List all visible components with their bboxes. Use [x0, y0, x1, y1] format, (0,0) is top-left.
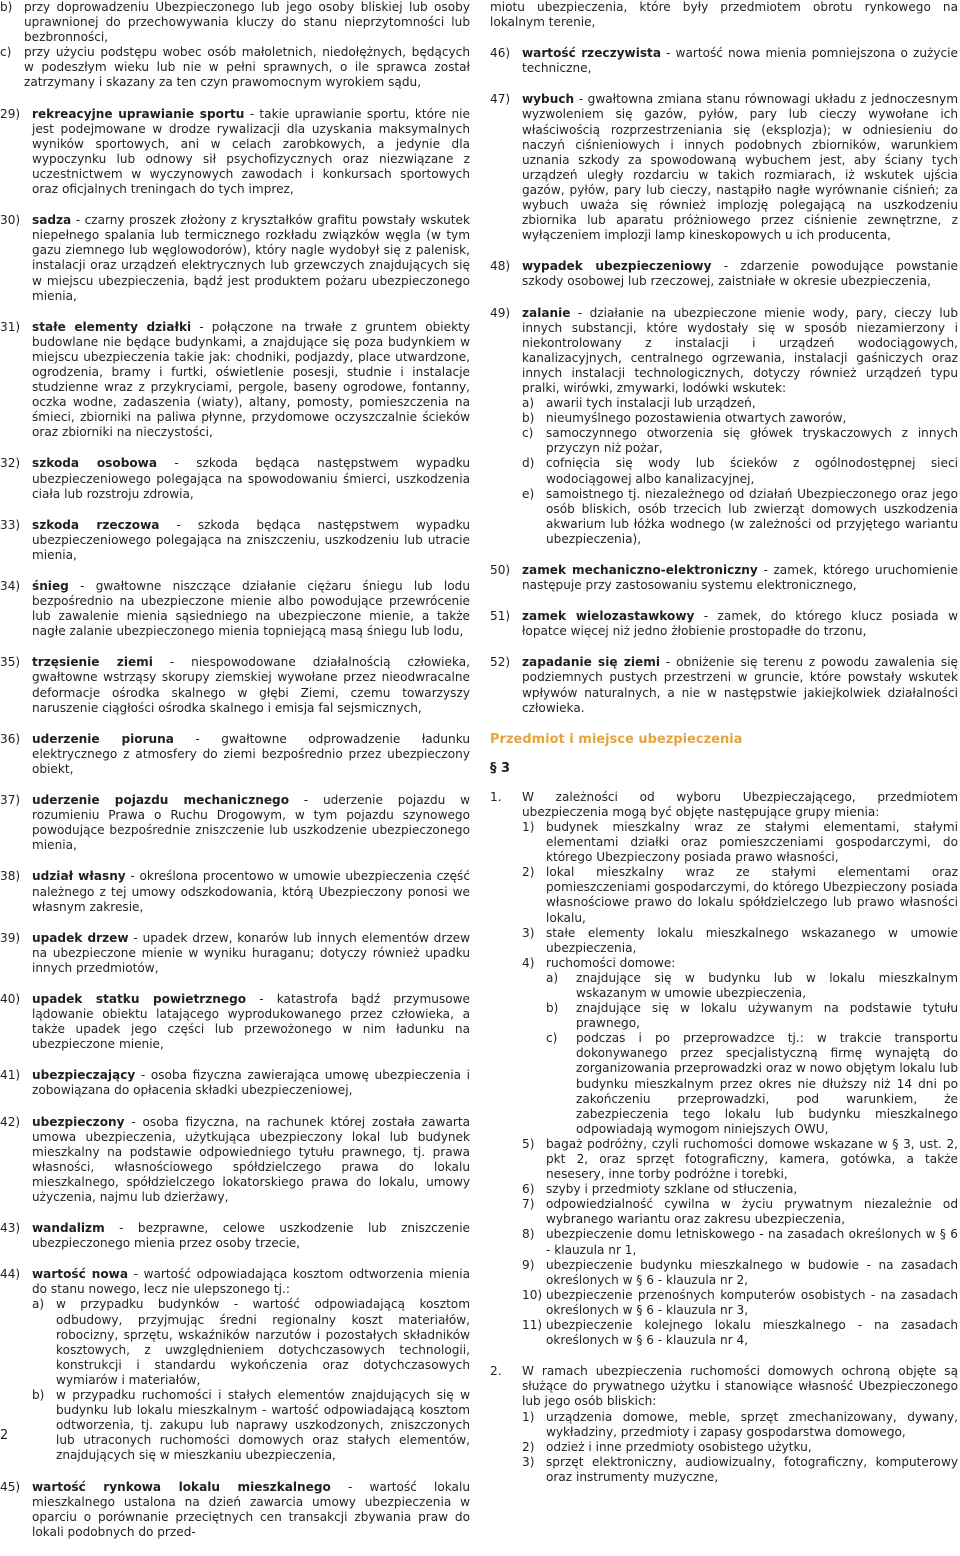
definition-item — [490, 46, 958, 76]
item-body — [546, 1410, 958, 1440]
sub-item — [522, 1440, 958, 1455]
definition-number: 38) — [0, 869, 21, 884]
item-body — [24, 45, 470, 90]
definition-term: zalanie — [522, 305, 571, 320]
item-body — [522, 609, 958, 639]
section-heading: Przedmiot i miejsce ubezpieczenia — [490, 731, 743, 747]
definition-item — [490, 92, 958, 243]
item-body — [32, 213, 470, 304]
sub-item — [522, 411, 958, 426]
definition-text: - katastrofa bądź przymusowe lądowanie obiektu latającego wyprodukowanego przez człowieka, a także upadek jego części lub przewożonego w nim ładunku na ubezpieczone mienie, — [32, 991, 470, 1052]
definition-term: zamek mechaniczno-elektroniczny — [522, 563, 758, 577]
definition-term: sadza — [32, 213, 72, 228]
definition-term: ubezpieczający — [32, 1068, 136, 1083]
definition-item — [0, 732, 470, 777]
item-body — [32, 992, 470, 1052]
sub-item — [522, 396, 958, 411]
sub-item-text: nieumyślnego pozostawienia otwartych zaworów, — [546, 411, 847, 426]
definition-text: - niespowodowane działalnością człowieka, gwałtowne wstrząsy skorupy ziemskiej wywołane przez nieodwracalne deformacje ośrodka skalnego w głębi Ziemi, czemu towarzyszy naruszenie ciągłości ośrodka skalnego i emisja fal sejsmicznych, — [32, 655, 470, 715]
sub-item-number: 4) — [522, 955, 535, 970]
item-body — [32, 107, 470, 198]
definition-number: 43) — [0, 1221, 21, 1236]
sub-item-text: ubezpieczenie domu letniskowego - na zasadach określonych w § 6 - klauzula nr 1, — [546, 1227, 958, 1257]
item-body — [32, 579, 470, 639]
point-text: W zależności od wyboru Ubezpieczającego, przedmiotem ubezpieczenia mogą być objęte następujące grupy mienia: — [522, 789, 958, 819]
definition-number: 34) — [0, 579, 21, 593]
definition-item — [0, 931, 470, 976]
definition-term: zamek wielozastawkowy — [522, 609, 695, 624]
definition-text: - gwałtowna zmiana stanu równowagi układu z jednoczesnym wyzwoleniem się gazów, pyłów, pary lub cieczy wywołane ich właściwością rozprzestrzeniania się (eksplozja); w odniesieniu do naczyń ciśnieniowych i innych podobnych zbiorników, warunkiem uznania szkody za spowodowaną wybuchem jest, aby ściany tych urządzeń uległy rozdarciu w takich rozmiarach, iż wskutek ujścia gazów, pyłów, pary lub cieczy, nastąpiło nagłe wyrównanie ciśnień; za wybuch uważa się również implozję polegającą na uszkodzeniu zbiornika lub aparatu próżniowego przez ciśnienie zewnętrzne, z wyłączeniem implozji lamp kineskopowych u ich producenta, — [522, 92, 958, 243]
definition-term: trzęsienie ziemi — [32, 655, 153, 670]
sub-item-text: odzież i inne przedmioty osobistego użytku, — [546, 1439, 812, 1454]
sub-item — [522, 1182, 958, 1197]
definition-text: - wartość lokalu mieszkalnego ustalona na dzień zawarcia umowy ubezpieczenia w oparciu o porównanie przeciętnych cen transakcji zbywania praw do lokali podobnych do przed- — [32, 1479, 470, 1539]
sub-item-text: samoistnego tj. niezależnego od działań Ubezpieczonego oraz jego osób bliskich, osób trzecich lub zwierząt domowych uszkodzenia akwarium lub łóżka wodnego (w zależności od przyjętego wariantu ubezpieczenia), — [546, 486, 958, 546]
item-body — [56, 1297, 470, 1388]
sub-item-number: 2) — [522, 1439, 535, 1454]
nested-item — [546, 1031, 958, 1137]
definition-text: - zamek, którego uruchomienie następuje przy zastosowaniu systemu elektronicznego, — [522, 563, 958, 593]
sub-item-text: stałe elementy lokalu mieszkalnego wskazanego w umowie ubezpieczenia, — [546, 925, 958, 955]
sub-item-letter: a) — [32, 1297, 45, 1312]
definition-term: wartość rynkowa lokalu mieszkalnego — [32, 1479, 331, 1494]
item-body — [546, 1258, 958, 1288]
definition-term: rekreacyjne uprawianie sportu — [32, 106, 245, 121]
sub-item — [522, 1288, 958, 1318]
definition-text: - połączone na trwałe z gruntem obiekty budowlane nie będące budynkami, a znajdujące się poza budynkiem w miejscu ubezpieczenia takie jak: chodniki, podjazdy, place utwardzone, ogrodzenia, bramy i furtki, oświetlenie posesji, studnie i instalacje studzienne wraz z przykryciami, pergole, baseny ogrodowe, fontanny, oczka wodne, zadaszenia (wiaty), altany, pomosty, pomieszczenia na śmieci, zbiorniki na paliwa płynne, przydomowe oczyszczalnie ścieków oraz zbiorniki na nieczystości, — [32, 319, 470, 440]
sub-item-letter: b) — [0, 0, 13, 14]
definition-text: - uderzenie pojazdu w rozumieniu Prawa o Ruchu Drogowym, w tym pojazdu szynowego powodujące bezpośrednie zniszczenie lub uszkodzenie ubezpieczonego mienia, — [32, 793, 470, 853]
item-body — [546, 411, 958, 426]
definition-item — [0, 320, 470, 441]
definition-text: - obniżenie się terenu z powodu zawalenia się podziemnych pustych przestrzeni w gruncie, które powstały wskutek wpływów naturalnych, a nie w następstwie jakiejkolwiek działalności człowieka. — [522, 655, 958, 715]
item-body — [546, 926, 958, 956]
item-body — [546, 820, 958, 865]
sub-item-letter: b) — [32, 1388, 45, 1403]
item-body — [546, 865, 958, 925]
item-body — [546, 1440, 958, 1455]
definition-item — [0, 107, 470, 198]
definition-number: 40) — [0, 991, 21, 1006]
definition-item — [0, 579, 470, 639]
definition-item — [490, 563, 958, 593]
sub-item-text: awarii tych instalacji lub urządzeń, — [546, 396, 756, 411]
item-body — [546, 396, 958, 411]
definition-item — [0, 869, 470, 914]
item-body — [32, 320, 470, 441]
sub-item-text: w przypadku budynków - wartość odpowiadającą kosztom odbudowy, przyjmując średni regionalny koszt materiałów, robocizny, sprzętu, wskaźników narzutów i pozostałych składników kosztowych, z uwzględnieniem dotychczasowych technologii, konstrukcji i standardu wykończenia oraz dotychczasowych wymiarów i materiałów, — [56, 1297, 470, 1387]
definition-text: - zamek, do którego klucz posiada w łopatce więcej niż jedno żłobienie prostopadłe do trzonu, — [522, 609, 958, 639]
definition-text: - gwałtowne niszczące działanie ciężaru śniegu lub lodu bezpośrednio na ubezpieczone mienie albo powodujące przewrócenie lub zawalenie mienia sąsiedniego na ubezpieczone mienie, a także nagłe zalanie ubezpieczonego mienia topniejącą masą śniegu lub lodu, — [32, 579, 470, 639]
page-number: 2 — [0, 1428, 9, 1443]
definition-number: 45) — [0, 1479, 21, 1494]
sub-item-text: budynek mieszkalny wraz ze stałymi elementami, stałymi elementami działki oraz pomieszczeniami gospodarczymi, do którego Ubezpieczony posiada prawo własności, — [546, 819, 958, 865]
nested-item — [546, 1001, 958, 1031]
definition-item — [490, 306, 958, 548]
definition-number: 35) — [0, 655, 21, 670]
item-body — [522, 259, 958, 289]
nested-item-letter: c) — [546, 1031, 558, 1046]
spacer — [0, 91, 470, 107]
definition-item — [0, 1267, 470, 1463]
definition-number: 44) — [0, 1267, 21, 1282]
definition-text: - osoba fizyczna zawierająca umowę ubezpieczenia i zobowiązana do opłacenia składki ubezpieczeniowej, — [32, 1068, 470, 1098]
sub-item — [522, 820, 958, 865]
item-body — [546, 487, 958, 547]
definition-term: szkoda rzeczowa — [32, 517, 160, 532]
point-text: W ramach ubezpieczenia ruchomości domowych ochroną objęte są służące do prywatnego użytku i stanowiące własność Ubezpieczonego lub jego osób bliskich: — [522, 1364, 958, 1409]
definition-number: 41) — [0, 1068, 21, 1083]
item-body — [546, 1137, 958, 1182]
definition-number: 29) — [0, 106, 21, 121]
sub-item — [522, 1318, 958, 1348]
item-body — [32, 1221, 470, 1251]
sub-item-text: ubezpieczenie kolejnego lokalu mieszkalnego - na zasadach określonych w § 6 - klauzula nr 4, — [546, 1318, 958, 1348]
definition-term: stałe elementy działki — [32, 319, 192, 334]
definition-number: 39) — [0, 930, 21, 945]
sub-item — [522, 1227, 958, 1257]
definition-item — [0, 992, 470, 1052]
item-body — [546, 1197, 958, 1227]
definition-number: 30) — [0, 213, 21, 228]
item-body — [522, 790, 958, 1348]
continuation-text: miotu ubezpieczenia, które były przedmiotem obrotu rynkowego na lokalnym terenie, — [490, 0, 958, 30]
definition-text: - upadek drzew, konarów lub innych elementów drzew na ubezpieczone mienie w wyniku huraganu; dotyczy również upadku innych przedmiotów, — [32, 930, 470, 975]
sub-item-text: w przypadku ruchomości i stałych elementów znajdujących się w budynku lub lokalu mieszkalnym - wartość odpowiadającą kosztom odtworzenia, tj. zakupu lub naprawy uszkodzonych, zniszczonych lub utraconych ruchomości domowych oraz stałych elementów, znajdujących się w mieszkaniu ubezpieczenia, — [56, 1388, 470, 1463]
definition-text: - gwałtowne odprowadzenie ładunku elektrycznego z atmosfery do ziemi bezpośrednio przez ubezpieczony obiekt, — [32, 731, 470, 776]
sub-item — [0, 45, 470, 90]
sub-item-number: 10) — [522, 1287, 543, 1302]
definition-text: - wartość odpowiadająca kosztom odtworzenia mienia do stanu nowego, lecz nie ulepszonego tj.: — [32, 1267, 470, 1297]
definition-number: 37) — [0, 793, 21, 808]
sub-item-text: bagaż podróżny, czyli ruchomości domowe wskazane w § 3, ust. 2, pkt 2, oraz sprzęt fotograficzny, kamera, gotówka, a także nesesery, inne torby podróżne i torebki, — [546, 1136, 958, 1182]
definition-item — [490, 259, 958, 289]
sub-item-text: cofnięcia się wody lub ścieków z ogólnodostępnej sieci wodociągowej albo kanalizacyjnej, — [546, 456, 958, 486]
definition-term: wypadek ubezpieczeniowy — [522, 259, 712, 274]
definition-text: - czarny proszek złożony z kryształków grafitu powstały wskutek niepełnego spalania lub termicznego rozkładu związków węgla (w tym gazu ziemnego lub węglowodorów), który nagle wydobył się z palenisk, instalacji oraz urządzeń elektrycznych lub grzewczych znajdujących się w miejscu ubezpieczenia, bądź jest produktem pożaru ubezpieczonego mienia, — [32, 213, 470, 303]
sub-item-letter: e) — [522, 486, 535, 501]
nested-item — [546, 971, 958, 1001]
definition-term: upadek drzew — [32, 930, 129, 945]
item-body — [546, 1182, 958, 1197]
nested-item-text: podczas i po przeprowadzce tj.: w trakcie transportu dokonywanego przez specjalistyczną firmę wynajętą do zorganizowania przeprowadzki oraz w nowo objętym lokalu lub budynku mieszkalnym przez okres nie dłuższy niż 14 dni po zakończeniu przeprowadzki, pod warunkiem, że zabezpieczenia tego lokalu lub budynku mieszkalnego odpowiadają wymogom niniejszych OWU, — [576, 1031, 958, 1136]
definition-text: - bezprawne, celowe uszkodzenie lub zniszczenie ubezpieczonego mienia przez osoby trzecie, — [32, 1221, 470, 1251]
sub-item-number: 1) — [522, 1409, 535, 1424]
definition-item — [0, 655, 470, 715]
left-column — [0, 0, 470, 1556]
sub-item-number: 5) — [522, 1136, 535, 1151]
definition-term: wartość rzeczywista — [522, 46, 661, 61]
item-body — [576, 1031, 958, 1137]
sub-item-text: samoczynnego otworzenia się główek tryskaczowych z innych przyczyn niż pożar, — [546, 426, 958, 456]
definition-item — [0, 1480, 470, 1540]
sub-item — [522, 456, 958, 486]
sub-item — [522, 865, 958, 925]
definition-term: ubezpieczony — [32, 1114, 125, 1129]
sub-item-number: 3) — [522, 925, 535, 940]
definition-number: 36) — [0, 731, 21, 746]
item-body — [546, 1455, 958, 1485]
definition-item — [0, 1221, 470, 1251]
item-body — [32, 1480, 470, 1540]
sub-item-text: sprzęt elektroniczny, audiowizualny, fotograficzny, komputerowy oraz instrumenty muzyczne, — [546, 1454, 958, 1484]
sub-item — [522, 1455, 958, 1485]
item-body — [522, 92, 958, 243]
sub-item-letter: b) — [522, 411, 535, 426]
sub-item-text: lokal mieszkalny wraz ze stałymi elementami oraz pomieszczeniami gospodarczymi, do którego Ubezpieczony posiada własnościowe prawo do lokalu spółdzielczego lub prawo własności lokalu, — [546, 865, 958, 925]
item-body — [32, 655, 470, 715]
definition-item — [0, 1115, 470, 1206]
item-body — [32, 732, 470, 777]
definition-number: 50) — [490, 563, 511, 577]
definition-term: wybuch — [522, 92, 575, 107]
item-body — [32, 456, 470, 501]
point-number: 1. — [490, 789, 502, 804]
sub-item — [522, 1197, 958, 1227]
sub-item-text: przy użyciu podstępu wobec osób małoletnich, niedołężnych, będących w podeszłym wieku lub nie w pełni sprawnych, o ile sprawca został zatrzymany i skazany za ten czyn prawomocnym wyrokiem sądu, — [24, 45, 470, 90]
definition-term: upadek statku powietrznego — [32, 991, 247, 1006]
nested-item-text: znajdujące się w budynku lub w lokalu mieszkalnym wskazanym w umowie ubezpieczenia, — [576, 970, 958, 1000]
definition-term: udział własny — [32, 869, 126, 884]
sub-item — [522, 426, 958, 456]
definition-number: 49) — [490, 305, 511, 320]
definition-number: 33) — [0, 517, 21, 532]
definition-item — [0, 518, 470, 563]
definition-item — [0, 1068, 470, 1098]
definition-number: 51) — [490, 609, 511, 624]
paragraph-mark: § 3 — [490, 760, 511, 776]
definition-number: 31) — [0, 319, 21, 334]
sub-item-text: ubezpieczenie budynku mieszkalnego w budowie - na zasadach określonych w § 6 - klauzula nr 2, — [546, 1257, 958, 1287]
definition-text: - takie uprawianie sportu, które nie jest podejmowane w drodze rywalizacji dla uzyskania maksymalnych wyników sportowych, ani w celach zarobkowych, a jedynie dla wypoczynku lub odnowy sił psychofizycznych oraz niezwiązane z uczestnictwem w wyczynowych zawodach i konkursach sportowych oraz oficjalnych treningach do tych imprez, — [32, 106, 470, 197]
sub-item-text: odpowiedzialność cywilna w życiu prywatnym niezależnie od wybranego wariantu oraz zakresu ubezpieczenia, — [546, 1197, 958, 1227]
sub-item-number: 2) — [522, 865, 535, 880]
sub-item-letter: c) — [522, 426, 534, 441]
definition-number: 47) — [490, 92, 511, 107]
item-body — [546, 1227, 958, 1257]
item-body — [24, 0, 470, 45]
definition-text: - szkoda będąca następstwem wypadku ubezpieczeniowego polegająca na spowodowaniu śmierci, uszkodzenia ciała lub rozstroju zdrowia, — [32, 456, 470, 501]
sub-item — [522, 926, 958, 956]
nested-item-letter: a) — [546, 970, 559, 985]
right-column — [490, 0, 958, 1501]
item-body — [32, 1115, 470, 1206]
definition-text: - wartość nowa mienia pomniejszona o zużycie techniczne, — [522, 46, 958, 76]
definition-item — [490, 655, 958, 715]
definition-item — [0, 213, 470, 304]
item-body — [576, 971, 958, 1001]
definition-text: - określona procentowo w umowie ubezpieczenia część należnego z tej umowy odszkodowania, którą Ubezpieczony ponosi we własnym zakresie, — [32, 869, 470, 914]
sub-item-number: 9) — [522, 1257, 535, 1272]
numbered-point — [490, 790, 958, 1348]
item-body — [32, 1267, 470, 1463]
sub-item-letter: d) — [522, 456, 535, 471]
item-body — [576, 1001, 958, 1031]
sub-item-text: urządzenia domowe, meble, sprzęt zmechanizowany, dywany, wykładziny, przedmioty i zapasy gospodarstwa domowego, — [546, 1409, 958, 1439]
numbered-point — [490, 1364, 958, 1485]
sub-item-letter: a) — [522, 396, 535, 411]
sub-item-text: przy doprowadzeniu Ubezpieczonego lub jego osoby bliskiej lub osoby uprawnionej do przechowywania kluczy do stanu nieprzytomności lub bezbronności, — [24, 0, 470, 45]
item-body — [522, 1364, 958, 1485]
item-body — [546, 956, 958, 1137]
definition-term: wartość nowa — [32, 1267, 128, 1282]
sub-item — [522, 1410, 958, 1440]
item-body — [32, 1068, 470, 1098]
item-body — [546, 1318, 958, 1348]
sub-item — [522, 1258, 958, 1288]
sub-item — [0, 0, 470, 45]
sub-item — [522, 1137, 958, 1182]
definition-term: uderzenie pojazdu mechanicznego — [32, 793, 290, 808]
sub-item-number: 7) — [522, 1197, 535, 1212]
definition-text: - szkoda będąca następstwem wypadku ubezpieczeniowego polegająca na zniszczeniu, uszkodzeniu lub utracie mienia, — [32, 517, 470, 562]
definition-text: - osoba fizyczna, na rachunek której została zawarta umowa ubezpieczenia, użytkująca ubezpieczony lokal lub budynek mieszkalny na podstawie odpowiedniego tytułu prawnego, tj. prawa własności, własnościowego spółdzielczego prawa do lokalu mieszkalnego, spółdzielczego lokatorskiego prawa do lokalu, umowy użyczenia, najmu lub dzierżawy, — [32, 1114, 470, 1204]
definition-number: 48) — [490, 259, 511, 274]
sub-item-number: 1) — [522, 819, 535, 834]
definition-term: szkoda osobowa — [32, 456, 157, 471]
sub-item — [32, 1388, 470, 1463]
sub-item-number: 3) — [522, 1454, 535, 1469]
definition-item — [0, 793, 470, 853]
definition-text: - działanie na ubezpieczone mienie wody, pary, cieczy lub innych substancji, które wydostały się w sposób niezamierzony i niekontrolowany z instalacji i urządzeń wodociągowych, kanalizacyjnych, centralnego ogrzewania, instalacji gaśniczych oraz innych instalacji technologicznych, dotyczy również urządzeń typu pralki, wirówki, zmywarki, lodówki wskutek: — [522, 305, 958, 395]
sub-item-number: 8) — [522, 1227, 535, 1242]
nested-item-letter: b) — [546, 1001, 559, 1016]
sub-item-text: szyby i przedmioty szklane od stłuczenia, — [546, 1182, 798, 1197]
definition-number: 46) — [490, 46, 511, 61]
item-body — [32, 869, 470, 914]
sub-item — [522, 487, 958, 547]
item-body — [32, 931, 470, 976]
definition-text: - zdarzenie powodujące powstanie szkody osobowej lub rzeczowej, zaistniałe w okresie ubezpieczenia, — [522, 259, 958, 289]
sub-item-letter: c) — [0, 45, 12, 60]
item-body — [522, 46, 958, 76]
definition-number: 42) — [0, 1114, 21, 1129]
definition-item — [0, 456, 470, 501]
definition-item — [490, 609, 958, 639]
sub-item — [522, 956, 958, 1137]
definition-term: wandalizm — [32, 1221, 105, 1236]
definition-term: zapadanie się ziemi — [522, 655, 660, 670]
sub-item — [32, 1297, 470, 1388]
definition-number: 52) — [490, 655, 511, 670]
point-number: 2. — [490, 1364, 502, 1379]
definition-term: śnieg — [32, 579, 69, 593]
sub-item-number: 6) — [522, 1182, 535, 1197]
item-body — [546, 426, 958, 456]
item-body — [56, 1388, 470, 1463]
item-body — [522, 306, 958, 548]
item-body — [522, 655, 958, 715]
sub-item-number: 11) — [522, 1318, 543, 1333]
sub-item-text: ubezpieczenie przenośnych komputerów osobistych - na zasadach określonych w § 6 - klauzula nr 3, — [546, 1287, 958, 1317]
definition-term: uderzenie pioruna — [32, 731, 174, 746]
item-body — [546, 1288, 958, 1318]
sub-item-text: ruchomości domowe: — [546, 955, 676, 970]
item-body — [522, 563, 958, 593]
item-body — [32, 793, 470, 853]
nested-item-text: znajdujące się w lokalu używanym na podstawie tytułu prawnego, — [576, 1001, 958, 1031]
definition-number: 32) — [0, 456, 21, 471]
item-body — [546, 456, 958, 486]
item-body — [32, 518, 470, 563]
